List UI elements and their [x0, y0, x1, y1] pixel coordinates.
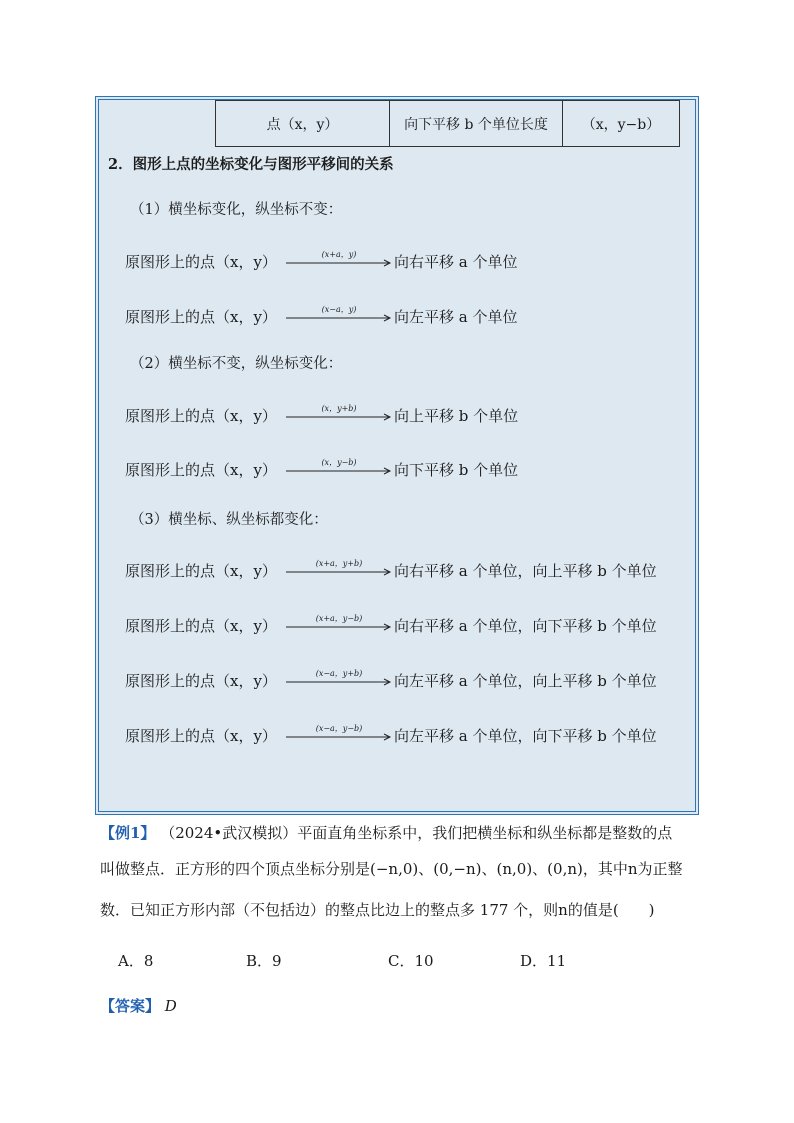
example-text-1: （2024•武汉模拟）平面直角坐标系中，我们把横坐标和纵坐标都是整数的点 [160, 824, 673, 842]
mapping-result: 向下平移 b 个单位 [394, 460, 519, 479]
arrow-caption: (x−a，y−b) [315, 724, 363, 733]
arrow-caption: (x+a，y) [321, 250, 357, 259]
mapping-row [125, 250, 517, 272]
arrow-icon [285, 559, 393, 581]
answer-tag: 【答案】 [100, 997, 161, 1015]
mapping-row [125, 614, 657, 636]
arrow-icon [285, 458, 393, 480]
arrow-caption: (x−a，y) [321, 305, 357, 314]
mapping-label: 原图形上的点（x，y） [125, 460, 277, 479]
arrow-caption: (x−a，y+b) [315, 669, 363, 678]
option-d[interactable]: D．11 [520, 952, 567, 970]
arrow-icon [285, 669, 393, 691]
mapping-result: 向左平移 a 个单位，向下平移 b 个单位 [394, 726, 657, 745]
option-a[interactable]: A．8 [118, 952, 154, 970]
arrow-icon [285, 404, 393, 426]
example-line-3: 数．已知正方形内部（不包括边）的整点比边上的整点多 177 个，则n的值是( ) [100, 901, 655, 919]
subheading-3: （3）横坐标、纵坐标都变化： [130, 512, 328, 528]
mapping-result: 向右平移 a 个单位，向上平移 b 个单位 [394, 561, 657, 580]
answer-line [100, 995, 177, 1016]
mapping-label: 原图形上的点（x，y） [125, 726, 277, 745]
mapping-row [125, 305, 517, 327]
mapping-result: 向左平移 a 个单位，向上平移 b 个单位 [394, 671, 657, 690]
mapping-row [125, 669, 657, 691]
table-row [216, 101, 680, 147]
answer-value: D [164, 997, 177, 1015]
mapping-label: 原图形上的点（x，y） [125, 616, 277, 635]
table-cell-point: 点（x，y） [216, 101, 390, 147]
table-cell-operation: 向下平移 b 个单位长度 [390, 101, 563, 147]
mapping-row [125, 724, 657, 746]
mapping-result: 向上平移 b 个单位 [394, 406, 519, 425]
example-line-2: 叫做整点．正方形的四个顶点坐标分别是(−n,0)、(0,−n)、(n,0)、(0,n)，其中n为正整 [100, 860, 683, 878]
table-cell-result: （x，y−b） [563, 101, 680, 147]
arrow-icon [285, 250, 393, 272]
example-tag: 【例1】 [100, 824, 156, 842]
option-c[interactable]: C．10 [388, 952, 434, 970]
mapping-result: 向左平移 a 个单位 [394, 307, 518, 326]
mapping-label: 原图形上的点（x，y） [125, 252, 277, 271]
option-b[interactable]: B．9 [246, 952, 282, 970]
mapping-row [125, 559, 657, 581]
section-title: 2．图形上点的坐标变化与图形平移间的关系 [108, 156, 394, 173]
mapping-label: 原图形上的点（x，y） [125, 671, 277, 690]
mapping-row [125, 404, 518, 426]
arrow-icon [285, 614, 393, 636]
arrow-icon [285, 724, 393, 746]
mapping-label: 原图形上的点（x，y） [125, 561, 277, 580]
arrow-caption: (x+a，y+b) [315, 559, 363, 568]
arrow-caption: (x，y+b) [321, 404, 357, 413]
arrow-caption: (x，y−b) [321, 458, 357, 467]
mapping-result: 向右平移 a 个单位，向下平移 b 个单位 [394, 616, 657, 635]
mapping-label: 原图形上的点（x，y） [125, 406, 277, 425]
mapping-label: 原图形上的点（x，y） [125, 307, 277, 326]
mapping-row [125, 458, 518, 480]
arrow-caption: (x+a，y−b) [315, 614, 363, 623]
arrow-icon [285, 305, 393, 327]
subheading-1: （1）横坐标变化，纵坐标不变： [130, 202, 343, 218]
example-line-1 [100, 822, 672, 843]
mapping-result: 向右平移 a 个单位 [394, 252, 518, 271]
subheading-2: （2）横坐标不变，纵坐标变化： [130, 356, 343, 372]
translation-table [215, 100, 680, 147]
